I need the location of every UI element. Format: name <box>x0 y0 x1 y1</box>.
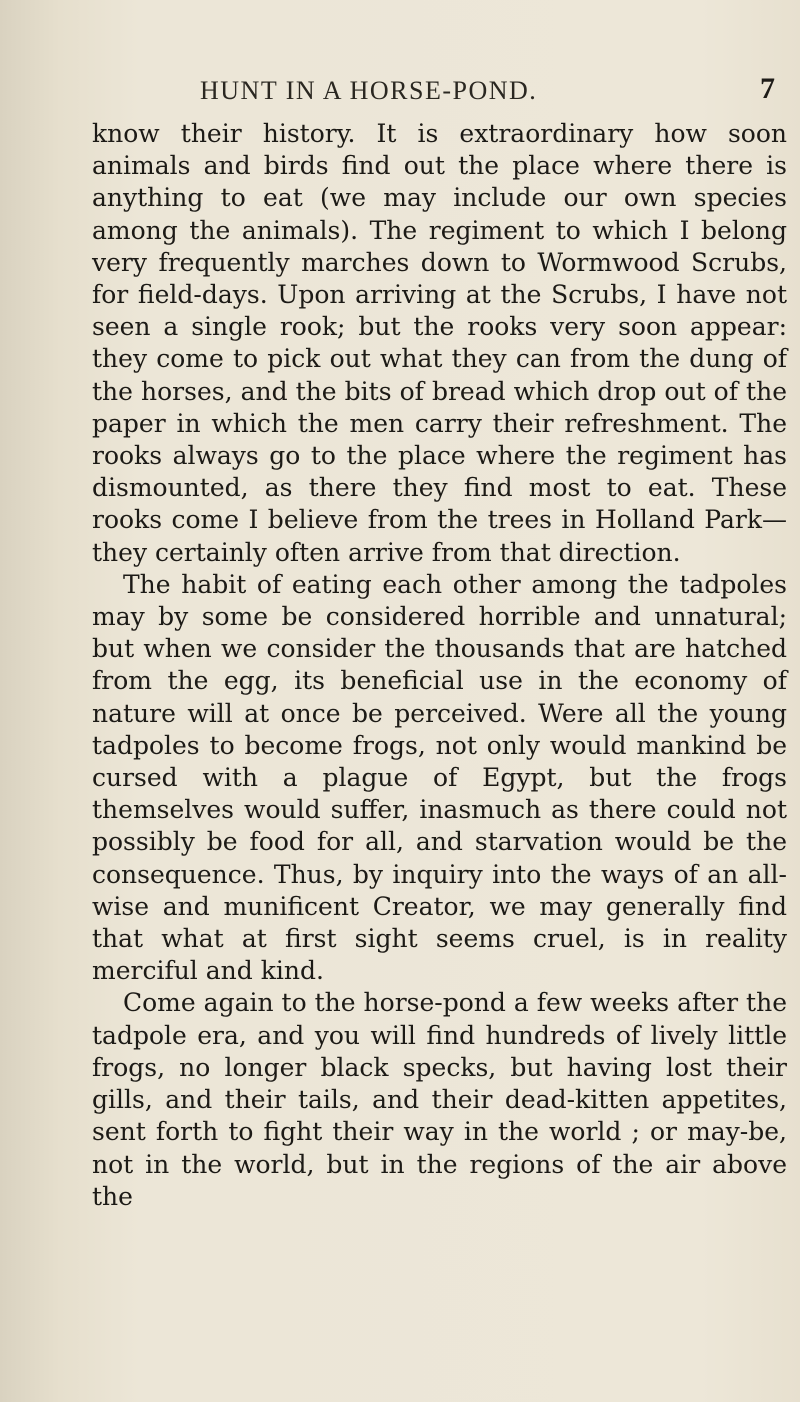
body-text <box>92 118 787 1213</box>
page-header <box>90 72 785 108</box>
paragraph-tadpoles: The habit of eating each other among the tadpoles may by some be considered horrible and unnatural; but when we consider the thousands that are hatched from the egg, its beneficial use in the economy of nature will at once be perceived. Were all the young tadpoles to become frogs, not only would mankind be cursed with a plague of Egypt, but the frogs themselves would suffer, inasmuch as there could not possibly be food for all, and starvation would be the consequence. Thus, by inquiry into the ways of an all-wise and munificent Creator, we may generally find that what at first sight seems cruel, is in reality merciful and kind. <box>92 569 787 986</box>
page-number: 7 <box>760 72 775 105</box>
paragraph-frogs: Come again to the horse-pond a few weeks after the tadpole era, and you will find hundreds of lively little frogs, no longer black specks, but having lost their gills, and their tails, and their dead-kitten appetites, sent forth to fight their way in the world ; or may-be, not in the world, but in the regions of the air above the <box>92 988 787 1211</box>
running-head: HUNT IN A HORSE-POND. <box>200 76 538 105</box>
paragraph-rooks: know their history. It is extraordinary how soon animals and birds find out the place where there is anything to eat (we may include our own species among the animals). The regiment to which I belong very frequently marches down to Wormwood Scrubs, for field-days. Upon arriving at the Scrubs, I have not seen a single rook; but the rooks very soon appear: they come to pick out what they can from the dung of the horses, and the bits of bread which drop out of the paper in which the men carry their refreshment. The rooks always go to the place where the regiment has dismounted, as there they find most to eat. These rooks come I believe from the trees in Holland Park—they certainly often arrive from that direction. <box>92 119 787 567</box>
